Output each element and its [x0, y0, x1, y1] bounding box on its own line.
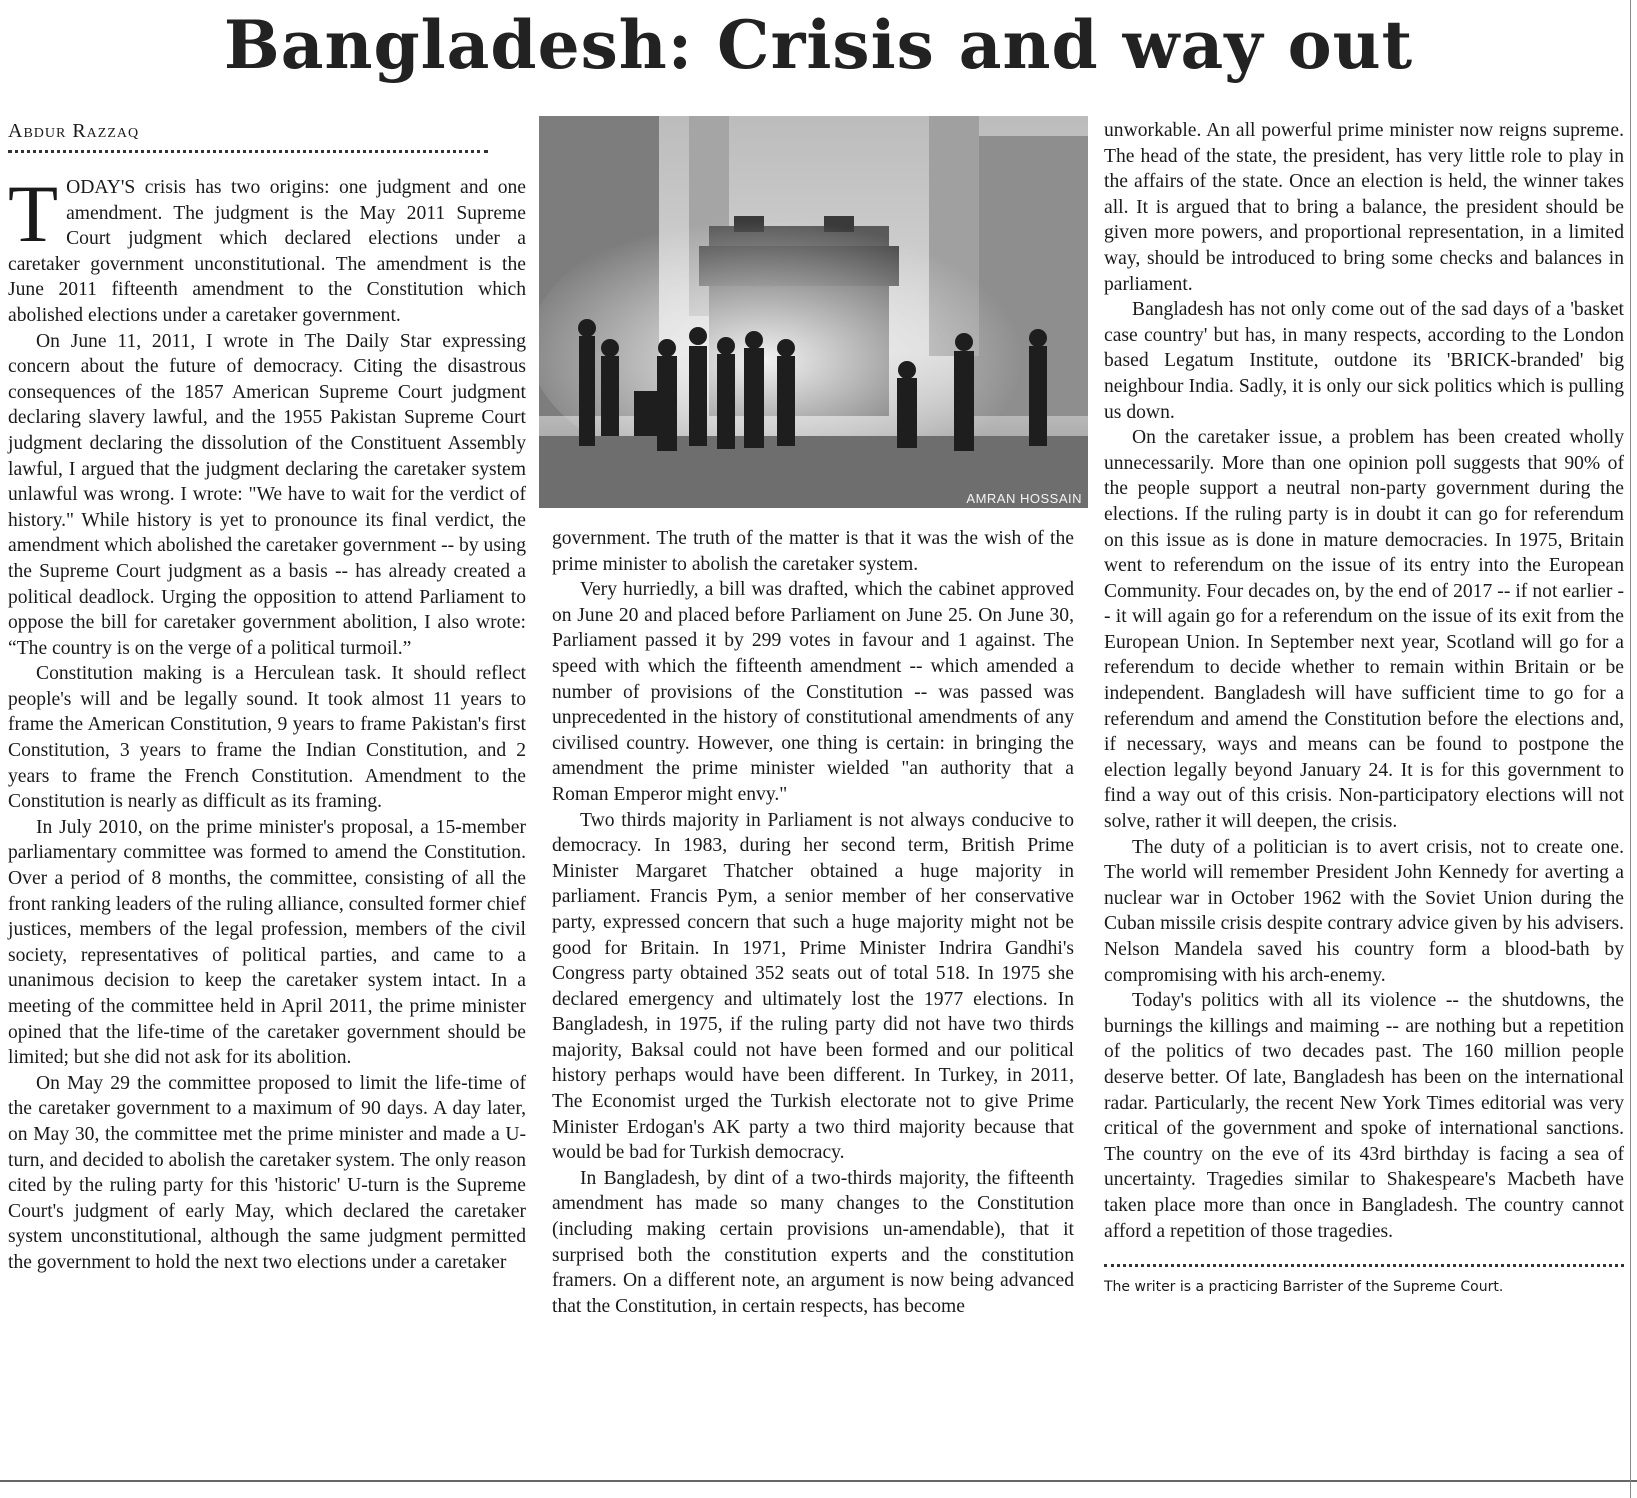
paragraph: On the caretaker issue, a problem has been created wholly unnecessarily. More than one opinion poll suggests that 90% of the people support a neutral non-party government during the elections. If the ruling party is in doubt it can go for referendum on this issue as is done in mature democracies. In 1975, Britain went to referendum on the issue of its entry into the European Community. Four decades on, by the end of 2017 -- if not earlier -- it will again go for a referendum on the issue of its exit from the European Union. In September next year, Scotland will go for a referendum to decide whether to remain within Britain or be independent. Bangladesh will have sufficient time to go for a referendum and amend the Constitution before the elections and, if necessary, ways and means can be found to postpone the election legally beyond January 24. It is for this government to find a way out of this crisis. Non-participatory elections will not solve, rather it will deepen, the crisis.: [1104, 427, 1624, 833]
paragraph: The duty of a politician is to avert crisis, not to create one. The world will remember President John Kennedy for averting a nuclear war in October 1962 with the Soviet Union during the Cuban missile crisis despite contrary advice given by his advisers. Nelson Mandela saved his country form a blood-bath by compromising with his arch-enemy.: [1104, 836, 1624, 986]
paragraph: In July 2010, on the prime minister's proposal, a 15-member parliamentary committee was formed to amend the Constitution. Over a period of 8 months, the committee, consisting of all the front ranking leaders of the ruling alliance, consulted former chief justices, members of the legal profession, members of the civil society, representatives of political parties, and came to a unanimous decision to keep the caretaker system intact. In a meeting of the committee held in April 2011, the prime minister opined that the life-time of the caretaker government should be limited; but she did not ask for its abolition.: [8, 816, 526, 1069]
bottom-rule: [0, 1480, 1637, 1482]
photo-illustration: [539, 116, 1088, 508]
paragraph: government. The truth of the matter is that it was the wish of the prime minister to abolish the caretaker system.: [552, 528, 1074, 575]
paragraph: Two thirds majority in Parliament is not always conducive to democracy. In 1983, during her second term, British Prime Minister Margaret Thatcher obtained a huge majority in parliament. Francis Pym, a senior member of her conservative party, expressed concern that such a huge majority might not be good for Britain. In 1971, Prime Minister Indrira Gandhi's Congress party obtained 352 seats out of total 518. In 1975 she declared emergency and ultimately lost the 1977 elections. In Bangladesh, in 1975, if the ruling party did not have two thirds majority, Baksal could not have been formed and our political history perhaps would have been different. In Turkey, in 2011, The Economist urged the Turkish electorate not to give Prime Minister Erdogan's AK party a two third majority because that would be bad for Turkish democracy.: [552, 809, 1074, 1164]
column-2: [552, 526, 1074, 1319]
paragraph: On June 11, 2011, I wrote in The Daily Star expressing concern about the future of democracy. Citing the disastrous consequences of the 1857 American Supreme Court judgment declaring slavery lawful, and the 1955 Pakistan Supreme Court judgment declaring the dissolution of the Constituent Assembly lawful, I argued that the judgment declaring the caretaker system unlawful was wrong. I wrote: "We have to wait for the verdict of history." While history is yet to pronounce its final verdict, the amendment which abolished the caretaker government -- by using the Supreme Court judgment as a basis -- has already created a political deadlock. Urging the opposition to attend Parliament to oppose the bill for caretaker government abolition, I also wrote: “The country is on the verge of a political turmoil.”: [8, 330, 526, 659]
column-1: [8, 118, 526, 1276]
drop-cap: T: [8, 168, 59, 259]
paragraph: In Bangladesh, by dint of a two-thirds majority, the fifteenth amendment has made so many changes to the Constitution (including making certain provisions un-amendable), that it surprised both the constitution experts and the constitution framers. On a different note, an argument is now being advanced that the Constitution, in certain respects, has become: [552, 1167, 1074, 1317]
byline-divider: [8, 150, 488, 153]
paragraph: Today's politics with all its violence -- the shutdowns, the burnings the killings and maiming -- are nothing but a repetition of the politics of two decades past. The 160 million people deserve better. Of late, Bangladesh has been on the international radar. Particularly, the recent New York Times editorial was very critical of the government and spoke of international sanctions. The country on the eve of its 43rd birthday is facing a sea of uncertainty. Tragedies similar to Shakespeare's Macbeth have taken place more than once in Bangladesh. The country cannot afford a repetition of those tragedies.: [1104, 990, 1624, 1242]
paragraph: Bangladesh has not only come out of the sad days of a 'basket case country' but has, in many respects, according to the London based Legatum Institute, outdone its 'BRICK-branded' big neighbour India. Sadly, it is only our sick politics which is pulling us down.: [1104, 299, 1624, 423]
author-note: The writer is a practicing Barrister of the Supreme Court.: [1104, 1279, 1504, 1296]
column-3: [1104, 118, 1624, 1297]
headline: Bangladesh: Crisis and way out: [223, 6, 1414, 84]
right-rule: [1630, 0, 1631, 1498]
paragraph: [8, 168, 526, 329]
news-photo: [539, 116, 1088, 508]
byline: Abdur Razzaq: [8, 120, 140, 142]
footer-divider: [1104, 1264, 1624, 1267]
photo-credit: AMRAN HOSSAIN: [966, 491, 1082, 506]
paragraph: unworkable. An all powerful prime minister now reigns supreme. The head of the state, the president, has very little role to play in the affairs of the state. Once an election is held, the winner takes all. It is argued that to bring a balance, the president should be given more powers, and proportional representation, in a limited way, should be introduced to bring some checks and balances in parliament.: [1104, 120, 1624, 295]
paragraph: Constitution making is a Herculean task. It should reflect people's will and be legally sound. It took almost 11 years to frame the American Constitution, 9 years to frame Pakistan's first Constitution, 3 years to frame the Indian Constitution, and 2 years to frame the French Constitution. Amendment to the Constitution is nearly as difficult as its framing.: [8, 663, 526, 813]
paragraph: On May 29 the committee proposed to limit the life-time of the caretaker government to a maximum of 90 days. A day later, on May 30, the committee met the prime minister and made a U-turn, and decided to abolish the caretaker system. The only reason cited by the ruling party for this 'historic' U-turn is the Supreme Court's judgment of early May, which declared the caretaker system unconstitutional, although the same judgment permitted the government to hold the next two elections under a caretaker: [8, 1072, 526, 1273]
paragraph-text: ODAY'S crisis has two origins: one judgment and one amendment. The judgment is the May 2011 Supreme Court judgment which declared elections under a caretaker government unconstitutional. The amendment is the June 2011 fifteenth amendment to the Constitution which abolished elections under a caretaker government.: [8, 177, 526, 326]
paragraph: Very hurriedly, a bill was drafted, which the cabinet approved on June 20 and placed before Parliament on June 25. On June 30, Parliament passed it by 299 votes in favour and 1 against. The speed with which the fifteenth amendment -- which amended a number of provisions of the Constitution -- was passed was unprecedented in the history of constitutional amendments of any civilised country. However, one thing is certain: in bringing the amendment the prime minister wielded "an authority that a Roman Emperor might envy.": [552, 579, 1074, 805]
